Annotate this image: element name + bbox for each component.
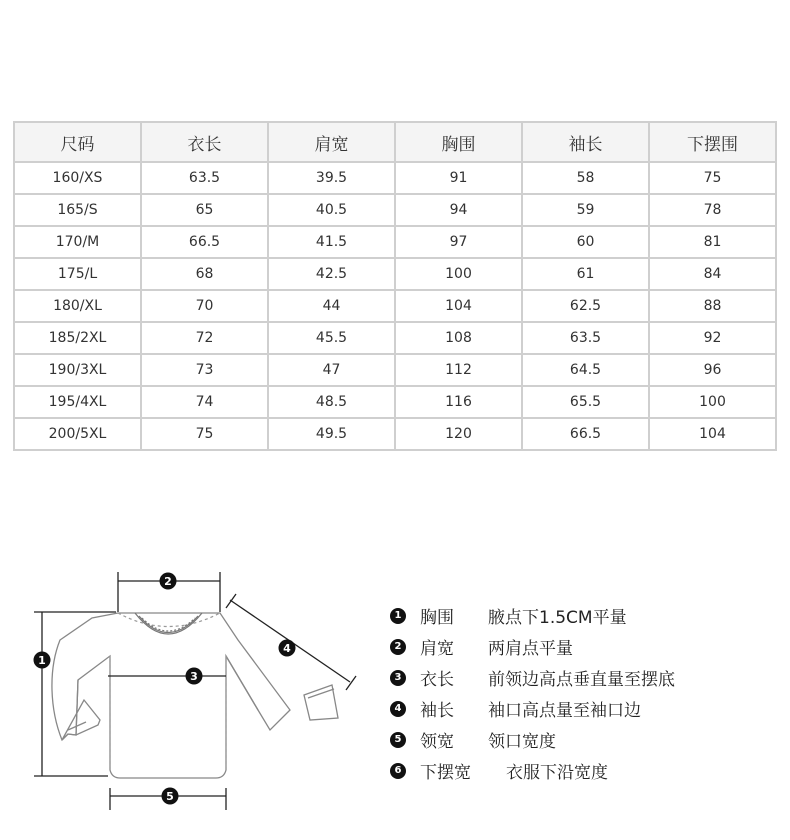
table-cell: 75 [649, 162, 776, 194]
table-cell: 108 [395, 322, 522, 354]
table-cell: 60 [522, 226, 649, 258]
table-cell: 73 [141, 354, 268, 386]
legend-number-badge: 2 [390, 639, 406, 655]
table-cell: 42.5 [268, 258, 395, 290]
legend-number-badge: 6 [390, 763, 406, 779]
table-cell: 104 [649, 418, 776, 450]
legend-number-badge: 3 [390, 670, 406, 686]
header-cell: 胸围 [395, 122, 522, 162]
legend-description: 腋点下1.5CM平量 [488, 608, 627, 628]
table-cell: 47 [268, 354, 395, 386]
table-cell: 61 [522, 258, 649, 290]
table-cell: 63.5 [141, 162, 268, 194]
marker-1 [34, 652, 51, 669]
table-cell: 96 [649, 354, 776, 386]
legend-item [390, 724, 780, 755]
table-cell: 70 [141, 290, 268, 322]
table-cell: 44 [268, 290, 395, 322]
legend-item [390, 662, 780, 693]
diagram-markers [34, 573, 296, 805]
table-cell: 72 [141, 322, 268, 354]
table-cell: 175/L [14, 258, 141, 290]
legend-term: 下摆宽 [420, 763, 471, 783]
sweater-measurement-diagram [20, 560, 365, 820]
legend-item [390, 631, 780, 662]
legend-description: 领口宽度 [488, 732, 556, 752]
table-cell: 39.5 [268, 162, 395, 194]
table-cell: 180/XL [14, 290, 141, 322]
table-cell: 200/5XL [14, 418, 141, 450]
size-chart-table [13, 121, 777, 451]
marker-2-label: 2 [164, 575, 172, 588]
table-cell: 49.5 [268, 418, 395, 450]
legend-number-badge: 1 [390, 608, 406, 624]
measurement-legend [390, 600, 780, 786]
table-cell: 63.5 [522, 322, 649, 354]
legend-number-badge: 5 [390, 732, 406, 748]
table-cell: 94 [395, 194, 522, 226]
marker-5-label: 5 [166, 790, 174, 803]
legend-term: 领宽 [420, 732, 454, 752]
table-cell: 165/S [14, 194, 141, 226]
table-cell: 65 [141, 194, 268, 226]
marker-1-label: 1 [38, 654, 46, 667]
table-cell: 116 [395, 386, 522, 418]
table-cell: 48.5 [268, 386, 395, 418]
table-cell: 66.5 [141, 226, 268, 258]
table-cell: 100 [649, 386, 776, 418]
table-cell: 190/3XL [14, 354, 141, 386]
table-row [14, 418, 776, 450]
sweater-outline [52, 613, 338, 778]
header-cell: 衣长 [141, 122, 268, 162]
table-header-row [14, 122, 776, 162]
table-cell: 62.5 [522, 290, 649, 322]
header-cell: 袖长 [522, 122, 649, 162]
table-cell: 45.5 [268, 322, 395, 354]
table-cell: 75 [141, 418, 268, 450]
legend-description: 前领边高点垂直量至摆底 [488, 670, 675, 690]
table-row [14, 226, 776, 258]
table-cell: 170/M [14, 226, 141, 258]
table-cell: 84 [649, 258, 776, 290]
legend-item [390, 600, 780, 631]
table-cell: 112 [395, 354, 522, 386]
marker-3-label: 3 [190, 670, 198, 683]
legend-item [390, 693, 780, 724]
header-cell: 肩宽 [268, 122, 395, 162]
legend-term: 肩宽 [420, 639, 454, 659]
table-cell: 91 [395, 162, 522, 194]
table-row [14, 386, 776, 418]
marker-2 [160, 573, 177, 590]
table-body [14, 162, 776, 450]
table-cell: 74 [141, 386, 268, 418]
header-cell: 尺码 [14, 122, 141, 162]
legend-description: 袖口高点量至袖口边 [488, 701, 641, 721]
v-neck-collar [135, 613, 202, 634]
table-row [14, 194, 776, 226]
table-cell: 195/4XL [14, 386, 141, 418]
table-cell: 40.5 [268, 194, 395, 226]
table-cell: 58 [522, 162, 649, 194]
marker-4 [279, 640, 296, 657]
marker-4-label: 4 [283, 642, 291, 655]
table-cell: 97 [395, 226, 522, 258]
table-row [14, 290, 776, 322]
table-row [14, 258, 776, 290]
table-cell: 92 [649, 322, 776, 354]
table-cell: 68 [141, 258, 268, 290]
table-cell: 78 [649, 194, 776, 226]
legend-description: 两肩点平量 [488, 639, 573, 659]
table-cell: 185/2XL [14, 322, 141, 354]
table-row [14, 322, 776, 354]
legend-term: 胸围 [420, 608, 454, 628]
table-cell: 100 [395, 258, 522, 290]
table-cell: 88 [649, 290, 776, 322]
legend-item [390, 755, 780, 786]
legend-term: 衣长 [420, 670, 454, 690]
table-row [14, 162, 776, 194]
table-cell: 104 [395, 290, 522, 322]
table-cell: 59 [522, 194, 649, 226]
table-cell: 41.5 [268, 226, 395, 258]
table-cell: 120 [395, 418, 522, 450]
table-row [14, 354, 776, 386]
legend-term: 袖长 [420, 701, 454, 721]
header-cell: 下摆围 [649, 122, 776, 162]
marker-3 [186, 668, 203, 685]
legend-description: 衣服下沿宽度 [506, 763, 608, 783]
table-cell: 160/XS [14, 162, 141, 194]
table-cell: 66.5 [522, 418, 649, 450]
table-cell: 65.5 [522, 386, 649, 418]
sweater-seams [110, 613, 226, 770]
legend-number-badge: 4 [390, 701, 406, 717]
marker-5 [162, 788, 179, 805]
table-cell: 81 [649, 226, 776, 258]
measure-lines [34, 572, 356, 810]
table-cell: 64.5 [522, 354, 649, 386]
